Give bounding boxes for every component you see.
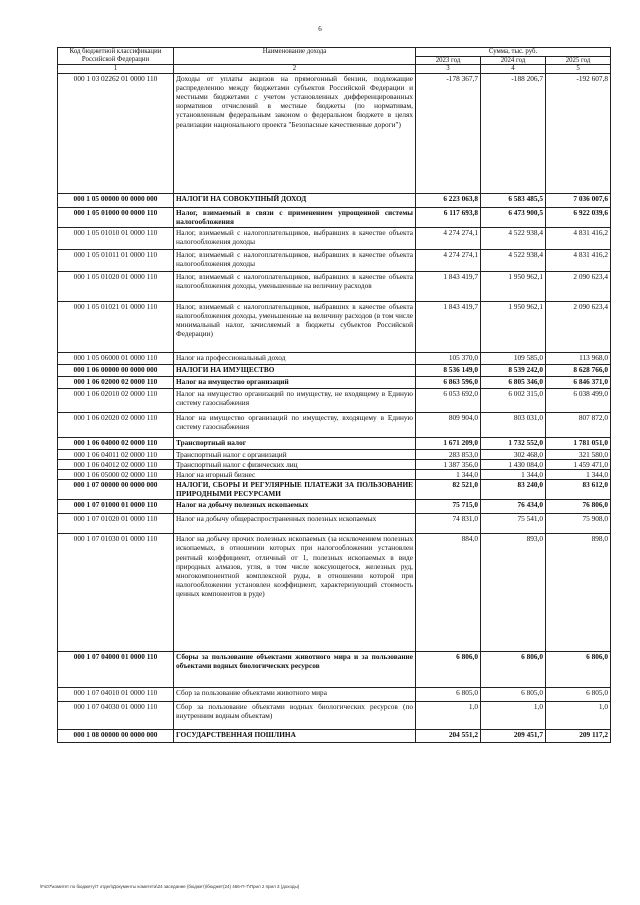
- table-header: [58, 48, 611, 74]
- row-code: 000 1 06 04012 02 0000 110: [58, 459, 174, 469]
- row-value-2023: -178 367,7: [416, 73, 481, 193]
- row-value-2023: 6 117 693,8: [416, 207, 481, 227]
- page-number: 6: [318, 25, 322, 33]
- row-code: 000 1 08 00000 00 0000 000: [58, 730, 174, 743]
- row-value-2025: 6 922 039,6: [546, 207, 611, 227]
- row-value-2025: 83 612,0: [546, 480, 611, 500]
- row-value-2025: 1,0: [546, 702, 611, 730]
- row-name: Транспортный налог с организаций: [174, 449, 416, 459]
- row-value-2024: 6 583 485,5: [481, 193, 546, 207]
- row-name: Налог на добычу прочих полезных ископаемых (за исключением полезных ископаемых, в отношении которых при налогообложении установлен рентный коэффициент, отличный от 1, полезных ископаемых в виде природных алмазов, угля, в том числе коксующегося, железных руд, многокомпонентной комплексной руды, в отношении которой при налогообложении установлен коэффициент, характеризующий стоимость ценных компонентов в руде): [174, 534, 416, 652]
- row-value-2025: 76 806,0: [546, 500, 611, 514]
- row-code: 000 1 06 02000 02 0000 110: [58, 376, 174, 388]
- row-name: Налог на имущество организаций по имуществу, входящему в Единую систему газоснабжения: [174, 412, 416, 437]
- row-value-2024: 8 539 242,0: [481, 364, 546, 376]
- row-code: 000 1 07 04010 01 0000 110: [58, 688, 174, 702]
- row-value-2024: 1 950 962,1: [481, 301, 546, 352]
- row-name: Налог на добычу общераспространенных полезных ископаемых: [174, 514, 416, 534]
- row-value-2025: -192 607,8: [546, 73, 611, 193]
- row-value-2025: 8 628 766,0: [546, 364, 611, 376]
- table-row: [58, 352, 611, 364]
- row-code: 000 1 05 01021 01 0000 110: [58, 301, 174, 352]
- table-row: [58, 702, 611, 730]
- row-name: Доходы от уплаты акцизов на прямогонный бензин, подлежащие распределению между бюджетами субъектов Российской Федерации и местными бюджетами с учетом установленных дифференцированных нормативов отчислений в местные бюджеты (по нормативам, установленным федеральным законом о федеральном бюджете в целях реализации национального проекта "Безопасные качественные дороги"): [174, 73, 416, 193]
- row-value-2024: 4 522 938,4: [481, 227, 546, 249]
- row-value-2025: 75 908,0: [546, 514, 611, 534]
- row-value-2024: 6 805,0: [481, 688, 546, 702]
- row-value-2025: 6 846 371,0: [546, 376, 611, 388]
- row-value-2023: 6 805,0: [416, 688, 481, 702]
- row-value-2025: 2 090 623,4: [546, 271, 611, 301]
- table-row: [58, 437, 611, 449]
- row-code: 000 1 07 01000 01 0000 110: [58, 500, 174, 514]
- table-body: [58, 73, 611, 743]
- row-value-2024: 803 031,0: [481, 412, 546, 437]
- row-value-2024: 109 585,0: [481, 352, 546, 364]
- table-row: [58, 301, 611, 352]
- row-value-2025: 209 117,2: [546, 730, 611, 743]
- file-path-footer: \Fs07\комитет по бюджету\7 отдел\Документы комитета\24 заседание (бюджет)\бюджет(24) 466-П-7\Прил 2 прил 3 (доходы): [40, 884, 300, 889]
- row-value-2024: 1 732 552,0: [481, 437, 546, 449]
- header-year: 2024 год: [481, 56, 546, 65]
- row-code: 000 1 06 04011 02 0000 110: [58, 449, 174, 459]
- table-row: [58, 227, 611, 249]
- row-value-2023: 6 863 596,0: [416, 376, 481, 388]
- row-value-2024: 83 240,0: [481, 480, 546, 500]
- row-value-2024: 1 430 084,0: [481, 459, 546, 469]
- row-code: 000 1 03 02262 01 0000 110: [58, 73, 174, 193]
- header-year: 2025 год: [546, 56, 611, 65]
- row-value-2023: 283 853,0: [416, 449, 481, 459]
- row-name: Налог на имущество организаций по имуществу, не входящему в Единую систему газоснабжения: [174, 388, 416, 412]
- table-row: [58, 388, 611, 412]
- row-value-2025: 1 781 051,0: [546, 437, 611, 449]
- row-value-2024: 209 451,7: [481, 730, 546, 743]
- row-value-2023: 6 053 692,0: [416, 388, 481, 412]
- row-value-2023: 6 223 063,8: [416, 193, 481, 207]
- row-value-2024: 75 541,0: [481, 514, 546, 534]
- row-value-2023: 6 806,0: [416, 652, 481, 688]
- row-value-2025: 898,0: [546, 534, 611, 652]
- row-name: Налог на имущество организаций: [174, 376, 416, 388]
- row-value-2024: 6 002 315,0: [481, 388, 546, 412]
- row-value-2025: 4 831 416,2: [546, 249, 611, 271]
- row-name: Сборы за пользование объектами животного мира и за пользование объектами водных биологических ресурсов: [174, 652, 416, 688]
- row-value-2023: 1 843 419,7: [416, 271, 481, 301]
- revenue-table: [57, 47, 611, 743]
- row-value-2023: 204 551,2: [416, 730, 481, 743]
- table-row: [58, 459, 611, 469]
- row-name: ГОСУДАРСТВЕННАЯ ПОШЛИНА: [174, 730, 416, 743]
- row-code: 000 1 05 06000 01 0000 110: [58, 352, 174, 364]
- table-row: [58, 480, 611, 500]
- row-value-2024: 1,0: [481, 702, 546, 730]
- row-value-2023: 1 387 356,0: [416, 459, 481, 469]
- row-value-2025: 807 872,0: [546, 412, 611, 437]
- header-name: Наименование дохода: [174, 48, 416, 65]
- row-value-2023: 1 344,0: [416, 469, 481, 479]
- row-code: 000 1 07 00000 00 0000 000: [58, 480, 174, 500]
- header-col-num: 2: [174, 65, 416, 74]
- row-name: НАЛОГИ, СБОРЫ И РЕГУЛЯРНЫЕ ПЛАТЕЖИ ЗА ПОЛЬЗОВАНИЕ ПРИРОДНЫМИ РЕСУРСАМИ: [174, 480, 416, 500]
- row-value-2025: 321 580,0: [546, 449, 611, 459]
- row-value-2025: 1 459 471,0: [546, 459, 611, 469]
- row-value-2023: 884,0: [416, 534, 481, 652]
- row-value-2025: 4 831 416,2: [546, 227, 611, 249]
- row-name: Налог на добычу полезных ископаемых: [174, 500, 416, 514]
- row-name: Налог, взимаемый в связи с применением упрощенной системы налогообложения: [174, 207, 416, 227]
- header-col-num: 5: [546, 65, 611, 74]
- table-row: [58, 193, 611, 207]
- table-row: [58, 449, 611, 459]
- row-code: 000 1 06 00000 00 0000 000: [58, 364, 174, 376]
- header-col-num: 1: [58, 65, 174, 74]
- row-code: 000 1 06 05000 02 0000 110: [58, 469, 174, 479]
- row-value-2025: 113 968,0: [546, 352, 611, 364]
- row-name: Налог, взимаемый с налогоплательщиков, выбравших в качестве объекта налогообложения доходы, уменьшенные на величину расходов (в том числе минимальный налог, зачисляемый в бюджеты субъектов Российской Федерации): [174, 301, 416, 352]
- row-value-2024: 1 950 962,1: [481, 271, 546, 301]
- table-row: [58, 73, 611, 193]
- row-name: Налог, взимаемый с налогоплательщиков, выбравших в качестве объекта налогообложения доходы, уменьшенные на величину расходов: [174, 271, 416, 301]
- row-name: Транспортный налог: [174, 437, 416, 449]
- row-value-2024: -188 206,7: [481, 73, 546, 193]
- table-row: [58, 364, 611, 376]
- row-value-2025: 1 344,0: [546, 469, 611, 479]
- row-value-2023: 82 521,0: [416, 480, 481, 500]
- row-name: Налог на игорный бизнес: [174, 469, 416, 479]
- table-row: [58, 207, 611, 227]
- row-value-2025: 2 090 623,4: [546, 301, 611, 352]
- row-code: 000 1 07 01020 01 0000 110: [58, 514, 174, 534]
- header-col-num: 4: [481, 65, 546, 74]
- row-name: Транспортный налог с физических лиц: [174, 459, 416, 469]
- table-row: [58, 271, 611, 301]
- row-name: Сбор за пользование объектами животного мира: [174, 688, 416, 702]
- row-code: 000 1 06 02020 02 0000 110: [58, 412, 174, 437]
- row-code: 000 1 06 02010 02 0000 110: [58, 388, 174, 412]
- header-col-num: 3: [416, 65, 481, 74]
- table-row: [58, 688, 611, 702]
- table-row: [58, 534, 611, 652]
- row-value-2024: 76 434,0: [481, 500, 546, 514]
- row-value-2024: 893,0: [481, 534, 546, 652]
- row-value-2025: 6 038 499,0: [546, 388, 611, 412]
- row-code: 000 1 07 01030 01 0000 110: [58, 534, 174, 652]
- row-value-2023: 74 831,0: [416, 514, 481, 534]
- row-code: 000 1 06 04000 02 0000 110: [58, 437, 174, 449]
- row-value-2024: 4 522 938,4: [481, 249, 546, 271]
- table-row: [58, 730, 611, 743]
- row-code: 000 1 05 01010 01 0000 110: [58, 227, 174, 249]
- row-value-2024: 302 468,0: [481, 449, 546, 459]
- table-row: [58, 249, 611, 271]
- row-code: 000 1 07 04030 01 0000 110: [58, 702, 174, 730]
- row-value-2023: 4 274 274,1: [416, 227, 481, 249]
- table-row: [58, 500, 611, 514]
- row-name: Налог на профессиональный доход: [174, 352, 416, 364]
- table-row: [58, 412, 611, 437]
- row-value-2023: 1 671 209,0: [416, 437, 481, 449]
- table-row: [58, 376, 611, 388]
- header-sum: Сумма, тыс. руб.: [416, 48, 611, 57]
- row-value-2023: 4 274 274,1: [416, 249, 481, 271]
- row-code: 000 1 05 01011 01 0000 110: [58, 249, 174, 271]
- row-value-2023: 8 536 149,0: [416, 364, 481, 376]
- row-value-2024: 6 473 900,5: [481, 207, 546, 227]
- header-year: 2023 год: [416, 56, 481, 65]
- row-value-2025: 6 806,0: [546, 652, 611, 688]
- row-code: 000 1 05 01000 00 0000 110: [58, 207, 174, 227]
- row-name: Налог, взимаемый с налогоплательщиков, выбравших в качестве объекта налогообложения доходы: [174, 227, 416, 249]
- row-value-2023: 1,0: [416, 702, 481, 730]
- row-value-2024: 6 805 346,0: [481, 376, 546, 388]
- table-row: [58, 469, 611, 479]
- row-name: НАЛОГИ НА СОВОКУПНЫЙ ДОХОД: [174, 193, 416, 207]
- row-value-2025: 7 036 007,6: [546, 193, 611, 207]
- header-code: Код бюджетной классификации Российской Федерации: [58, 48, 174, 65]
- row-name: Налог, взимаемый с налогоплательщиков, выбравших в качестве объекта налогообложения доходы: [174, 249, 416, 271]
- row-value-2023: 75 715,0: [416, 500, 481, 514]
- table-row: [58, 514, 611, 534]
- row-name: Сбор за пользование объектами водных биологических ресурсов (по внутренним водным объектам): [174, 702, 416, 730]
- row-name: НАЛОГИ НА ИМУЩЕСТВО: [174, 364, 416, 376]
- row-value-2023: 1 843 419,7: [416, 301, 481, 352]
- row-code: 000 1 05 01020 01 0000 110: [58, 271, 174, 301]
- row-value-2023: 105 370,0: [416, 352, 481, 364]
- row-value-2024: 1 344,0: [481, 469, 546, 479]
- row-code: 000 1 05 00000 00 0000 000: [58, 193, 174, 207]
- table-row: [58, 652, 611, 688]
- row-value-2025: 6 805,0: [546, 688, 611, 702]
- row-value-2024: 6 806,0: [481, 652, 546, 688]
- row-value-2023: 809 904,0: [416, 412, 481, 437]
- row-code: 000 1 07 04000 01 0000 110: [58, 652, 174, 688]
